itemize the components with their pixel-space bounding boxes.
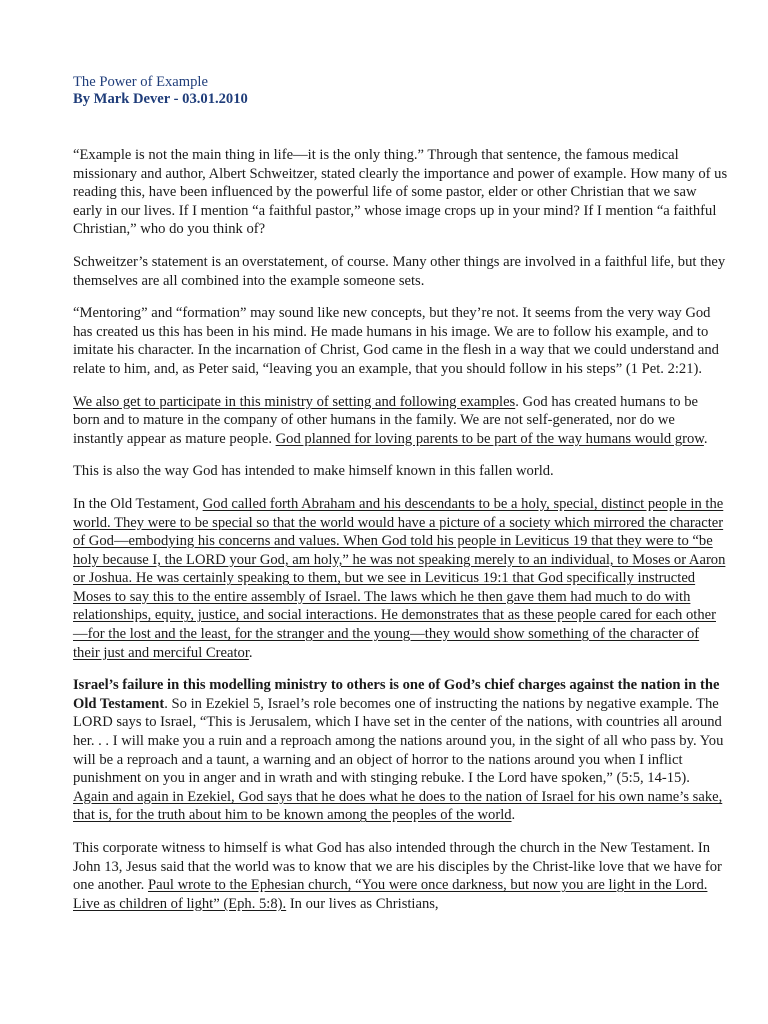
author-byline: By Mark Dever - 03.01.2010 (73, 91, 248, 107)
paragraph-p2 (73, 253, 728, 290)
text-segment: This corporate witness to himself is what God has also intended through the church in the New Testament. In John 13, Jesus said that the world was to know that we are his disciples by the Christ-like love that we have for one another. (73, 840, 722, 894)
document-title: The Power of Example (73, 74, 208, 90)
text-segment: . (703, 430, 708, 447)
text-segment: . (248, 644, 253, 661)
underlined-text: God called forth Abraham and his descendants to be a holy, special, distinct people in the world. They were to be special so that the world would have a picture of a society which mirrored the character of God—embodying his concerns and values. When God told his people in Leviticus 19 that they were to “be holy because I, the LORD your God, am holy,” he was not speaking merely to an individual, to Moses or Aaron or Joshua. He was certainly speaking to them, but we see in Leviticus 19:1 that God specifically instructed Moses to say this to the entire assembly of Israel. The laws which he then gave them had much to do with relationships, equity, justice, and social interactions. He demonstrates that as these people cared for each other—for the lost and the least, for the stranger and the young—they would show something of the character of their just and merciful Creator (73, 495, 726, 661)
text-segment: “Mentoring” and “formation” may sound like new concepts, but they’re not. It seems from the very way God has created us this has been in his mind. He made humans in his image. We are to follow his example, and to imitate his character. In the incarnation of Christ, God came in the flesh in a way that we could understand and relate to him, and, as Peter said, “leaving you an example, that you should follow in his steps” (1 Pet. 2:21). (73, 305, 719, 377)
text-segment: In the Old Testament, (73, 495, 203, 512)
document-body (73, 146, 728, 913)
paragraph-p8 (73, 839, 728, 913)
paragraph-p5 (73, 462, 728, 481)
text-segment: “Example is not the main thing in life—it is the only thing.” Through that sentence, the famous medical missionary and author, Albert Schweitzer, stated clearly the importance and power of example. How many of us reading this, have been influenced by the powerful life of some pastor, elder or other Christian that we saw early in our lives. If I mention “a faithful pastor,” whose image crops up in your mind? If I mention “a faithful Christian,” who do you think of? (73, 147, 728, 238)
paragraph-p3 (73, 304, 728, 378)
paragraph-p6 (73, 495, 728, 662)
text-segment: . God has created humans to be born and to mature in the company of other humans in the family. We are not self-generated, nor do we instantly appear as mature people. (73, 393, 699, 447)
paragraph-p4 (73, 393, 728, 449)
text-segment: Schweitzer’s statement is an overstatement, of course. Many other things are involved in a faithful life, but they themselves are all combined into the example someone sets. (73, 253, 726, 289)
bold-text: Israel’s failure in this modelling ministry to others is one of God’s chief charges against the nation in the Old Testament (73, 677, 720, 712)
underlined-text: Paul wrote to the Ephesian church, “You were once darkness, but now you are light in the Lord. Live as children of light” (Eph. 5:8). (73, 877, 708, 912)
text-segment: In our lives as Christians, (286, 895, 439, 912)
text-segment: . (511, 807, 516, 824)
text-segment: This is also the way God has intended to make himself known in this fallen world. (73, 463, 554, 480)
text-segment: . So in Ezekiel 5, Israel’s role becomes one of instructing the nations by negative example. The LORD says to Israel, “This is Jerusalem, which I have set in the center of the nations, with countries all around her. . . I will make you a ruin and a reproach among the nations around you, in the sight of all who pass by. You will be a reproach and a taunt, a warning and an object of horror to the nations around you when I inflict punishment on you in anger and in wrath and with stinging rebuke. I the Lord have spoken,” (5:5, 14-15). (73, 695, 724, 787)
underlined-text: Again and again in Ezekiel, God says that he does what he does to the nation of Israel for his own name’s sake, that is, for the truth about him to be known among the peoples of the world (73, 788, 723, 824)
underlined-text: We also get to participate in this ministry of setting and following examples (73, 393, 516, 410)
paragraph-p7 (73, 676, 728, 825)
paragraph-p1 (73, 146, 728, 239)
underlined-text: God planned for loving parents to be part of the way humans would grow (275, 430, 704, 447)
